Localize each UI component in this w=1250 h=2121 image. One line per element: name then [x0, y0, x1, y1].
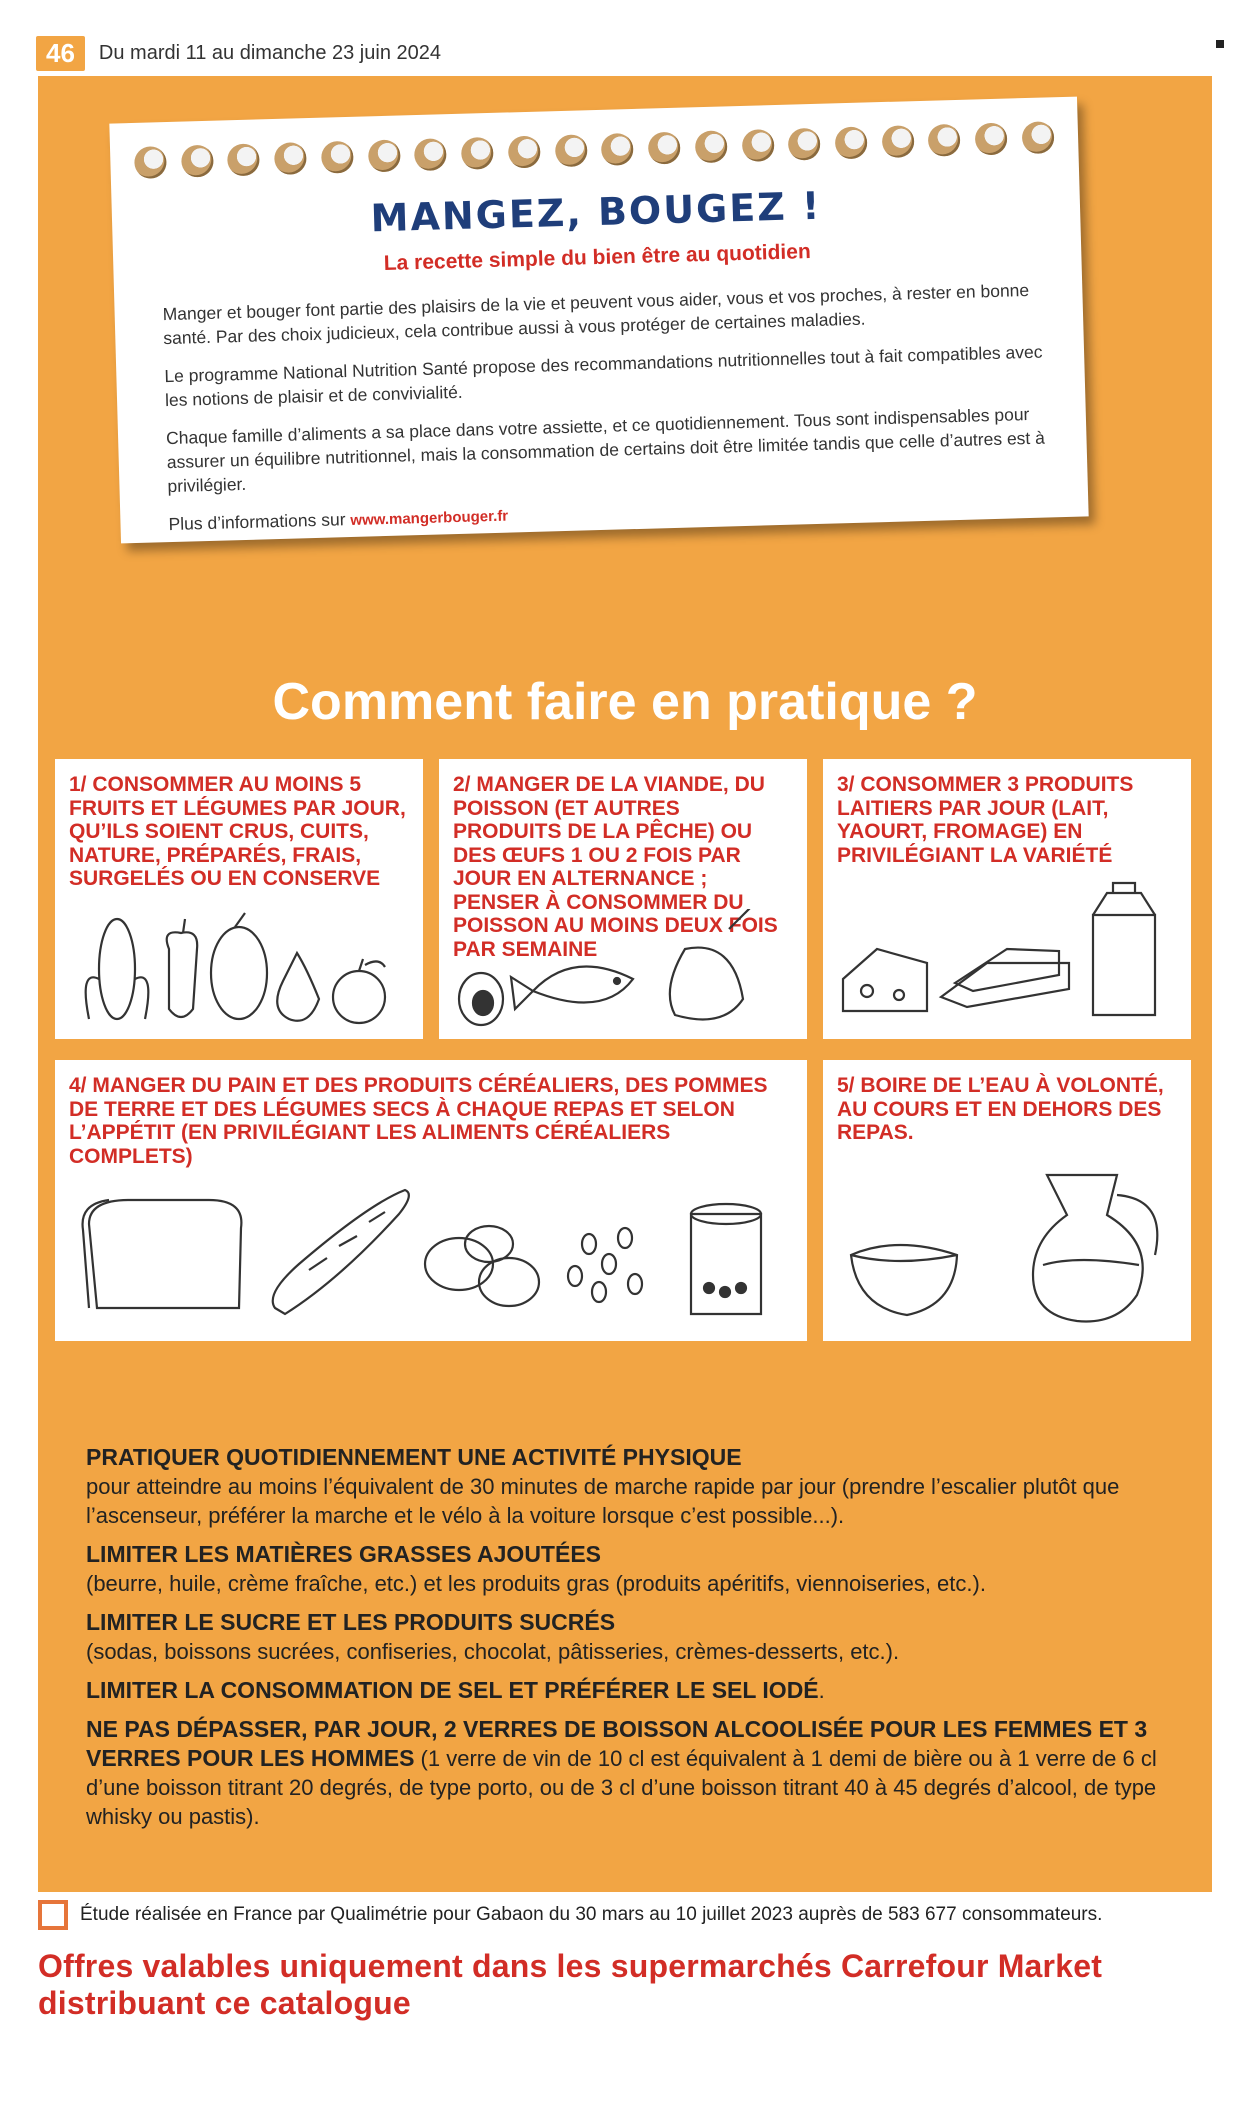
section-title: Comment faire en pratique ?: [272, 673, 978, 731]
advice-card-2: [439, 759, 807, 1039]
ring-icon: [835, 126, 868, 159]
page-header: [36, 36, 441, 70]
tip-item: [86, 1715, 1166, 1831]
advice-card-text: 3/ CONSOMMER 3 PRODUITS LAITIERS PAR JOUR (LAIT, YAOURT, FROMAGE) EN PRIVILÉGIANT LA VARIÉTÉ: [837, 773, 1134, 867]
tip-heading: LIMITER LA CONSOMMATION DE SEL ET PRÉFÉRER LE SEL IODÉ: [86, 1677, 819, 1703]
tip-item: [86, 1443, 1166, 1530]
ring-icon: [274, 142, 307, 175]
tip-body: (1 verre de vin de 10 cl est équivalent à 1 demi de bière ou à 1 verre de 6 cl d’une boisson titrant 20 degrés, de type porto, ou de 3 cl d’une boisson titrant 40 à 45 degrés d’alcool, de type whisky ou pastis).: [86, 1746, 1157, 1829]
advice-card-text: 2/ MANGER DE LA VIANDE, DU POISSON (ET AUTRES PRODUITS DE LA PÊCHE) OU DES ŒUFS 1 OU 2 FOIS PAR JOUR EN ALTERNANCE ; PENSER À CONSOMMER DU POISSON AU MOINS DEUX FOIS PAR SEMAINE: [453, 773, 778, 961]
tip-heading: LIMITER LE SUCRE ET LES PRODUITS SUCRÉS: [86, 1609, 616, 1635]
study-text: Étude réalisée en France par Qualimétrie pour Gabaon du 30 mars au 10 juillet 2023 auprès de 583 677 consommateurs.: [80, 1904, 1103, 1925]
more-info-label: Plus d’informations sur: [168, 509, 346, 535]
advice-card-text: 4/ MANGER DU PAIN ET DES PRODUITS CÉRÉALIERS, DES POMMES DE TERRE ET DES LÉGUMES SECS À CHAQUE REPAS ET SELON L’APPÉTIT (EN PRIVILÉGIANT LES ALIMENTS CÉRÉALIERS COMPLETS): [69, 1074, 768, 1168]
ring-icon: [601, 133, 634, 166]
tip-item: [86, 1608, 1166, 1666]
dairy-icon: [837, 879, 1177, 1029]
ring-icon: [928, 124, 961, 157]
advice-card-5: [823, 1060, 1191, 1341]
note-paragraph: Chaque famille d’aliments a sa place dans votre assiette, et ce quotidiennement. Tous sont indispensables pour assurer un équilibre nutritionnel, mais la consommation de certains doit être limitée tandis que celle d’autres est à privilégier.: [165, 404, 1046, 497]
note-title: MANGEZ, BOUGEZ !: [370, 183, 822, 241]
more-info-line: [168, 488, 1048, 539]
ring-icon: [461, 137, 494, 170]
tip-body: pour atteindre au moins l’équivalent de 30 minutes de marche rapide par jour (prendre l’escalier plutôt que l’ascenseur, préférer la marche et le vélo à la voiture lorsque c’est possible...).: [86, 1474, 1120, 1528]
ring-icon: [741, 129, 774, 162]
tips-list: [86, 1443, 1166, 1841]
advice-card-4: [55, 1060, 807, 1341]
tip-body: (beurre, huile, crème fraîche, etc.) et les produits gras (produits apéritifs, viennoiseries, etc.).: [86, 1571, 986, 1596]
tip-item: [86, 1540, 1166, 1598]
ring-icon: [788, 128, 821, 161]
page-number: 46: [36, 36, 85, 71]
corner-mark: [1216, 40, 1224, 48]
study-badge-icon: [38, 1900, 68, 1930]
advice-card-3: [823, 759, 1191, 1039]
offer-disclaimer: Offres valables uniquement dans les supermarchés Carrefour Market distribuant ce catalogue: [38, 1948, 1103, 2021]
ring-icon: [975, 123, 1008, 156]
ring-icon: [227, 143, 260, 176]
notepad-rings: [134, 121, 1055, 179]
ring-icon: [1022, 121, 1055, 154]
ring-icon: [881, 125, 914, 158]
tip-body: (sodas, boissons sucrées, confiseries, chocolat, pâtisseries, crèmes-desserts, etc.).: [86, 1639, 900, 1664]
ring-icon: [368, 139, 401, 172]
advice-card-1: [55, 759, 423, 1039]
tip-body: .: [818, 1678, 825, 1703]
ring-icon: [554, 134, 587, 167]
ring-icon: [321, 141, 354, 174]
ring-icon: [181, 145, 214, 178]
note-body: [162, 278, 1049, 552]
note-subtitle: La recette simple du bien être au quotidien: [383, 240, 812, 275]
ring-icon: [414, 138, 447, 171]
note-paragraph: Manger et bouger font partie des plaisirs de la vie et peuvent vous aider, vous et vos proches, à rester en bonne santé. Par des choix judicieux, cela contribue aussi à vous protéger de certaines maladies.: [162, 279, 1030, 349]
mangerbouger-link[interactable]: www.mangerbouger.fr: [350, 507, 509, 530]
advice-card-text: 1/ CONSOMMER AU MOINS 5 FRUITS ET LÉGUMES PAR JOUR, QU’ILS SOIENT CRUS, CUITS, NATURE, PRÉPARÉS, FRAIS, SURGELÉS OU EN CONSERVE: [69, 773, 406, 890]
note-paragraph: Le programme National Nutrition Santé propose des recommandations nutritionnelles tout à fait compatibles avec les notions de plaisir et de convivialité.: [164, 341, 1043, 411]
tip-item: [86, 1676, 1166, 1705]
ring-icon: [695, 130, 728, 163]
water-pitcher-icon: [837, 1155, 1177, 1335]
fruits-vegetables-icon: [69, 909, 409, 1029]
fish-meat-egg-icon: [453, 909, 793, 1029]
tip-heading: LIMITER LES MATIÈRES GRASSES AJOUTÉES: [86, 1541, 602, 1567]
ring-icon: [508, 136, 541, 169]
ring-icon: [648, 132, 681, 165]
tip-heading: NE PAS DÉPASSER, PAR JOUR, 2 VERRES DE BOISSON ALCOOLISÉE POUR LES FEMMES ET 3 VERRES POUR LES HOMMES: [86, 1716, 1148, 1771]
bread-cereals-icon: [69, 1184, 789, 1324]
notepad-card: [109, 97, 1088, 544]
date-range: Du mardi 11 au dimanche 23 juin 2024: [98, 41, 441, 64]
ring-icon: [134, 146, 167, 179]
advice-card-text: 5/ BOIRE DE L’EAU À VOLONTÉ, AU COURS ET EN DEHORS DES REPAS.: [837, 1074, 1164, 1144]
study-note: [38, 1900, 1218, 1930]
tip-heading: PRATIQUER QUOTIDIENNEMENT UNE ACTIVITÉ PHYSIQUE: [86, 1444, 742, 1470]
